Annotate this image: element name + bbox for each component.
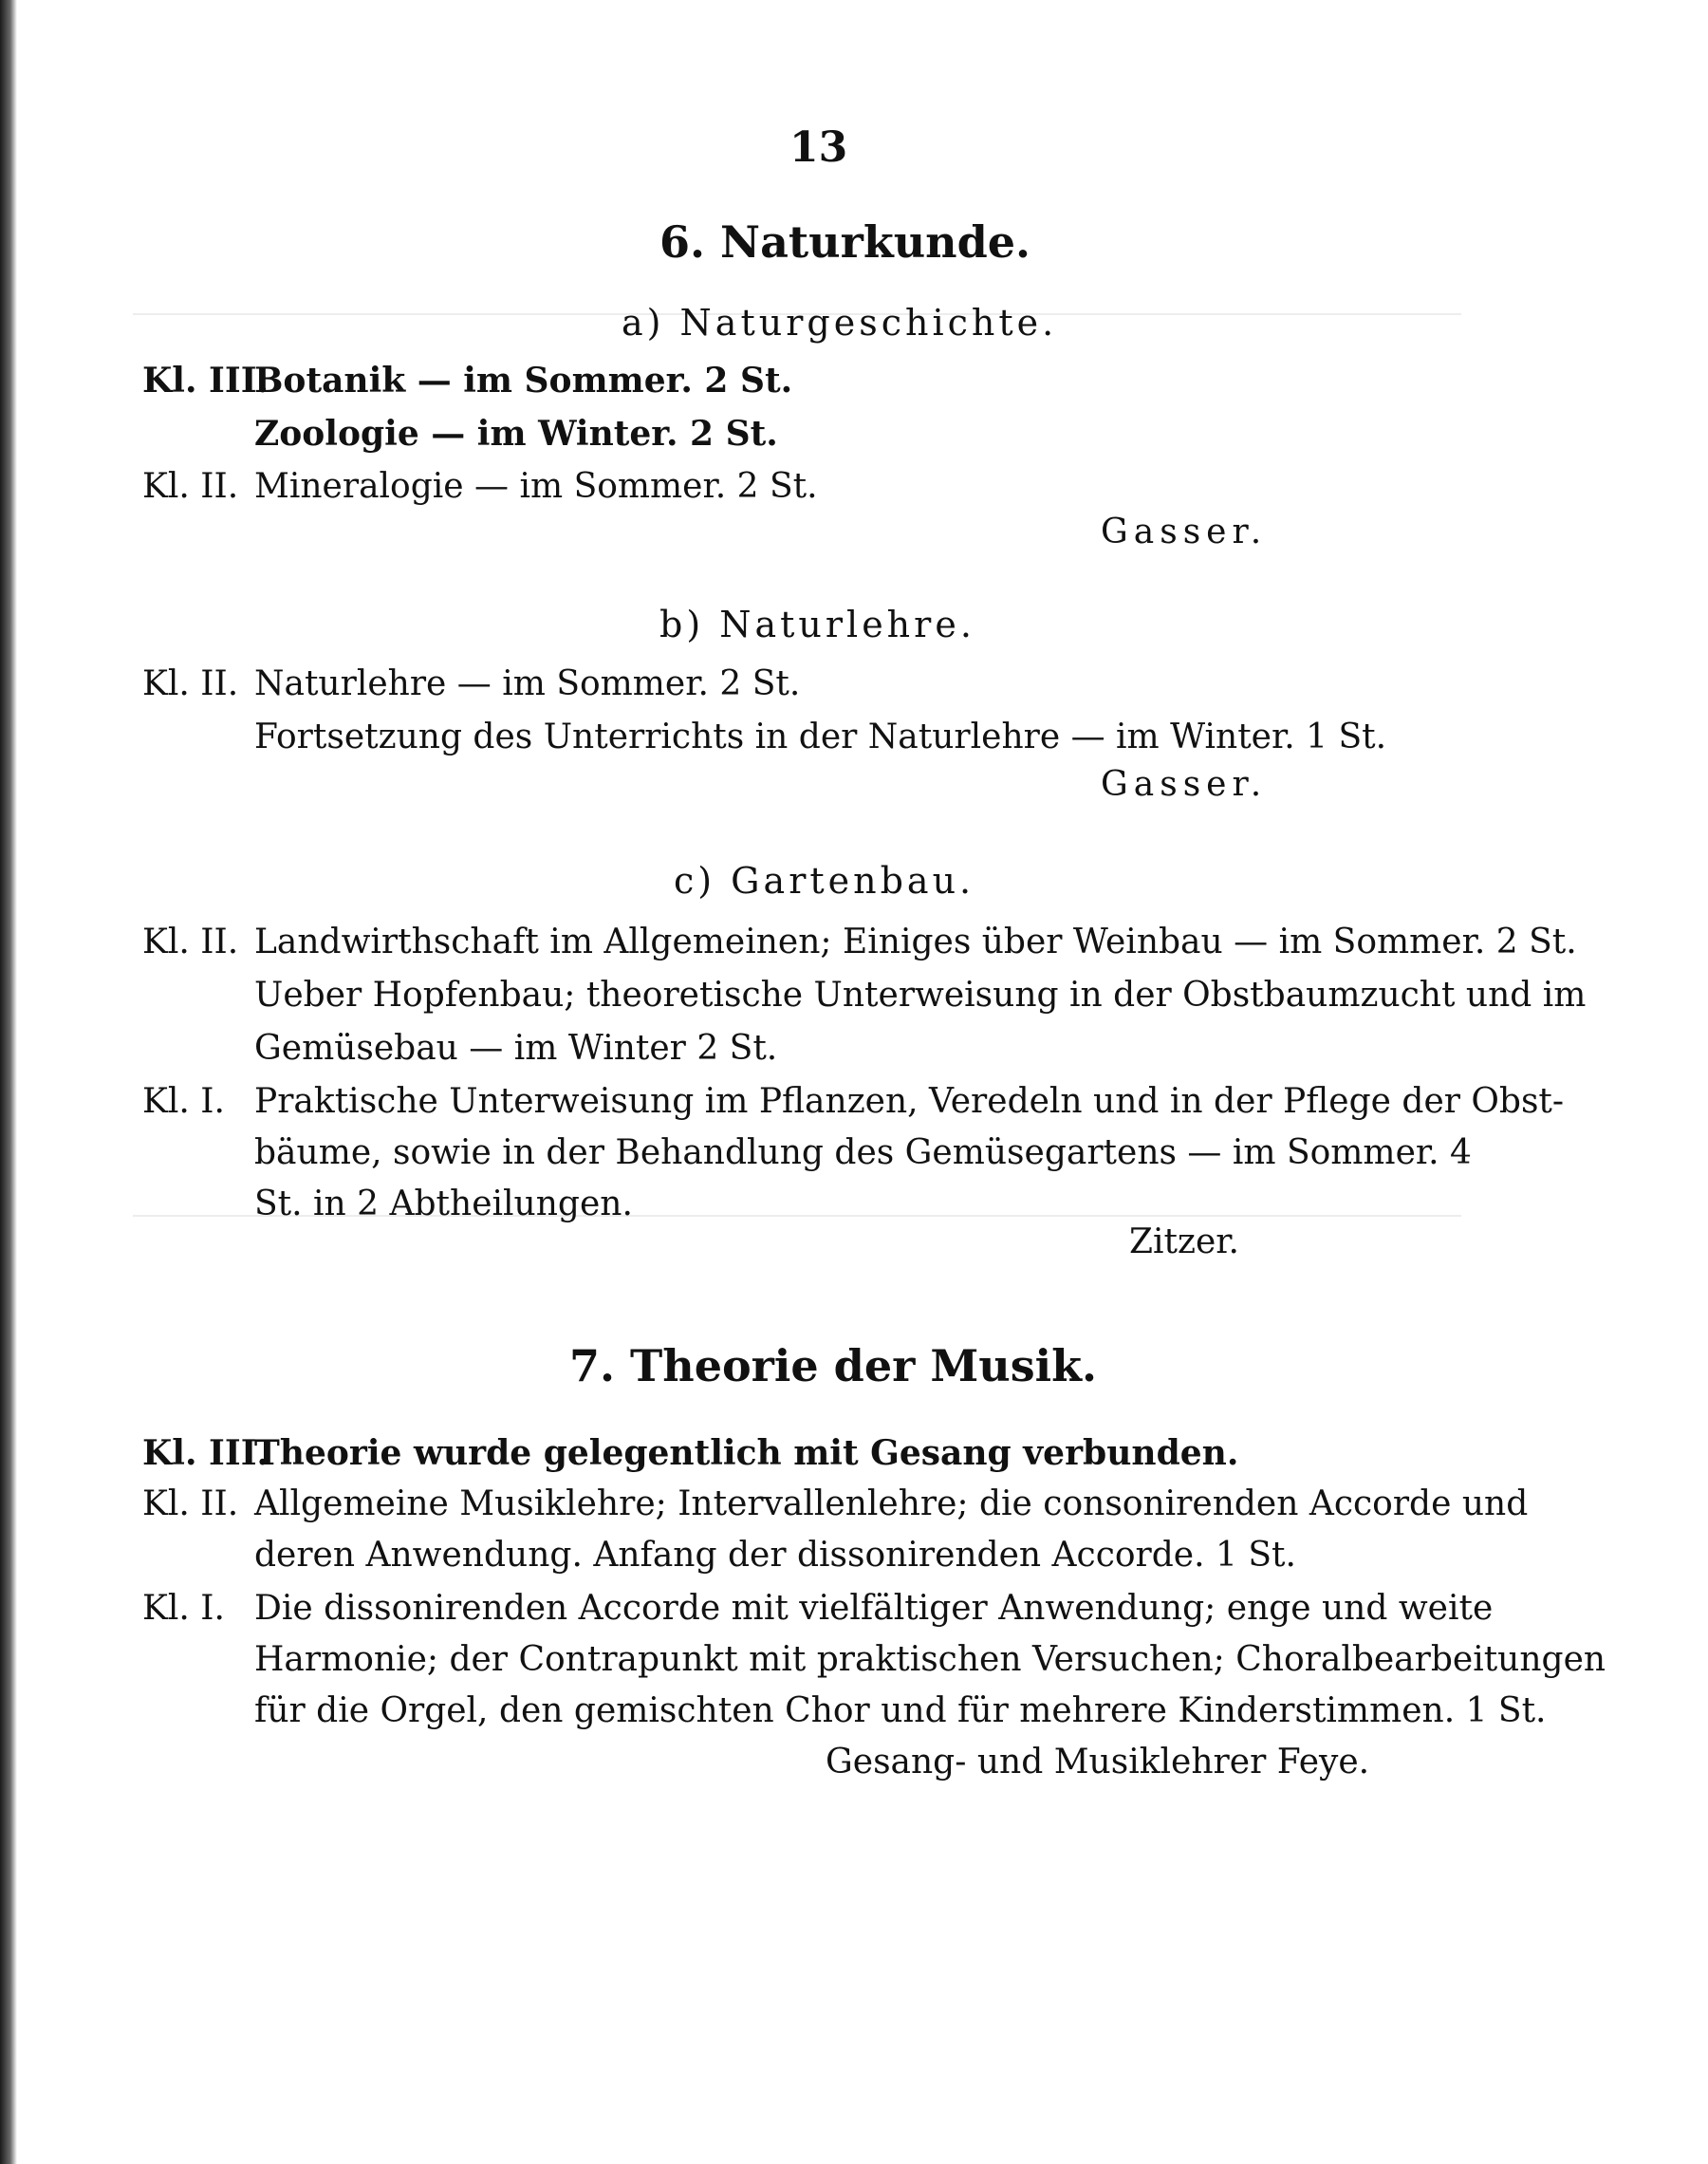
harmonie-line: Harmonie; der Contrapunkt mit praktischen Versuchen; Choralbearbeitungen (254, 1640, 1606, 1679)
section-7-heading: 7. Theorie der Musik. (569, 1340, 1097, 1391)
kl2-mineralogie-line (142, 467, 818, 506)
line-text: Praktische Unterweisung im Pflanzen, Veredeln und in der Pflege der Obst- (254, 1082, 1565, 1121)
line-text: Allgemeine Musiklehre; Intervallenlehre; die consonirenden Accorde und (254, 1484, 1529, 1523)
baeume-line: bäume, sowie in der Behandlung des Gemüsegartens — im Sommer. 4 (254, 1133, 1472, 1172)
hopfenbau-line: Ueber Hopfenbau; theoretische Unterweisung in der Obstbaumzucht und im (254, 976, 1587, 1015)
kl2-musiklehre-line (142, 1484, 1528, 1523)
kl2-naturlehre-line (142, 664, 800, 703)
orgel-line: für die Orgel, den gemischten Chor und für mehrere Kinderstimmen. 1 St. (254, 1691, 1547, 1730)
section-6-heading: 6. Naturkunde. (659, 216, 1031, 268)
class-label: Kl. I. (142, 1082, 225, 1121)
teacher-name: Gesang- und Musiklehrer Feye. (826, 1743, 1370, 1782)
kl2-landwirthschaft-line (142, 923, 1577, 961)
class-label: Kl. III. (142, 361, 269, 401)
teacher-name: Gasser. (1101, 513, 1268, 551)
subsection-a-title: a) Naturgeschichte. (622, 302, 1058, 344)
class-label: Kl. II. (142, 923, 239, 961)
class-label: Kl. III. (142, 1433, 269, 1473)
line-text: Landwirthschaft im Allgemeinen; Einiges über Weinbau — im Sommer. 2 St. (254, 923, 1577, 961)
abtheilungen-line: St. in 2 Abtheilungen. (254, 1185, 633, 1223)
line-text: Mineralogie — im Sommer. 2 St. (254, 467, 818, 506)
page-edge-shadow (0, 0, 17, 2164)
page-number: 13 (789, 123, 848, 172)
class-label: Kl. II. (142, 1484, 239, 1523)
line-text: Botanik — im Sommer. 2 St. (254, 361, 793, 401)
teacher-name: Zitzer. (1129, 1222, 1239, 1261)
teacher-name: Gasser. (1101, 765, 1268, 804)
kl3-botanik-line (142, 361, 792, 401)
subsection-b-title: b) Naturlehre. (659, 604, 975, 645)
line-text: Theorie wurde gelegentlich mit Gesang verbunden. (254, 1433, 1239, 1473)
class-label: Kl. I. (142, 1589, 225, 1628)
class-label: Kl. II. (142, 664, 239, 703)
subsection-c-title: c) Gartenbau. (674, 860, 975, 902)
class-label: Kl. II. (142, 467, 239, 506)
gemuesebau-line: Gemüsebau — im Winter 2 St. (254, 1029, 778, 1068)
line-text: Die dissonirenden Accorde mit vielfältiger Anwendung; enge und weite (254, 1589, 1494, 1628)
kl3-zoologie-line: Zoologie — im Winter. 2 St. (254, 414, 778, 454)
kl1-praktische-line (142, 1082, 1564, 1121)
kl3-theorie-line (142, 1433, 1238, 1473)
kl1-dissonirenden-line (142, 1589, 1493, 1628)
fortsetzung-line: Fortsetzung des Unterrichts in der Naturlehre — im Winter. 1 St. (254, 718, 1387, 756)
line-text: Naturlehre — im Sommer. 2 St. (254, 664, 801, 703)
anwendung-line: deren Anwendung. Anfang der dissonirenden Accorde. 1 St. (254, 1536, 1296, 1575)
